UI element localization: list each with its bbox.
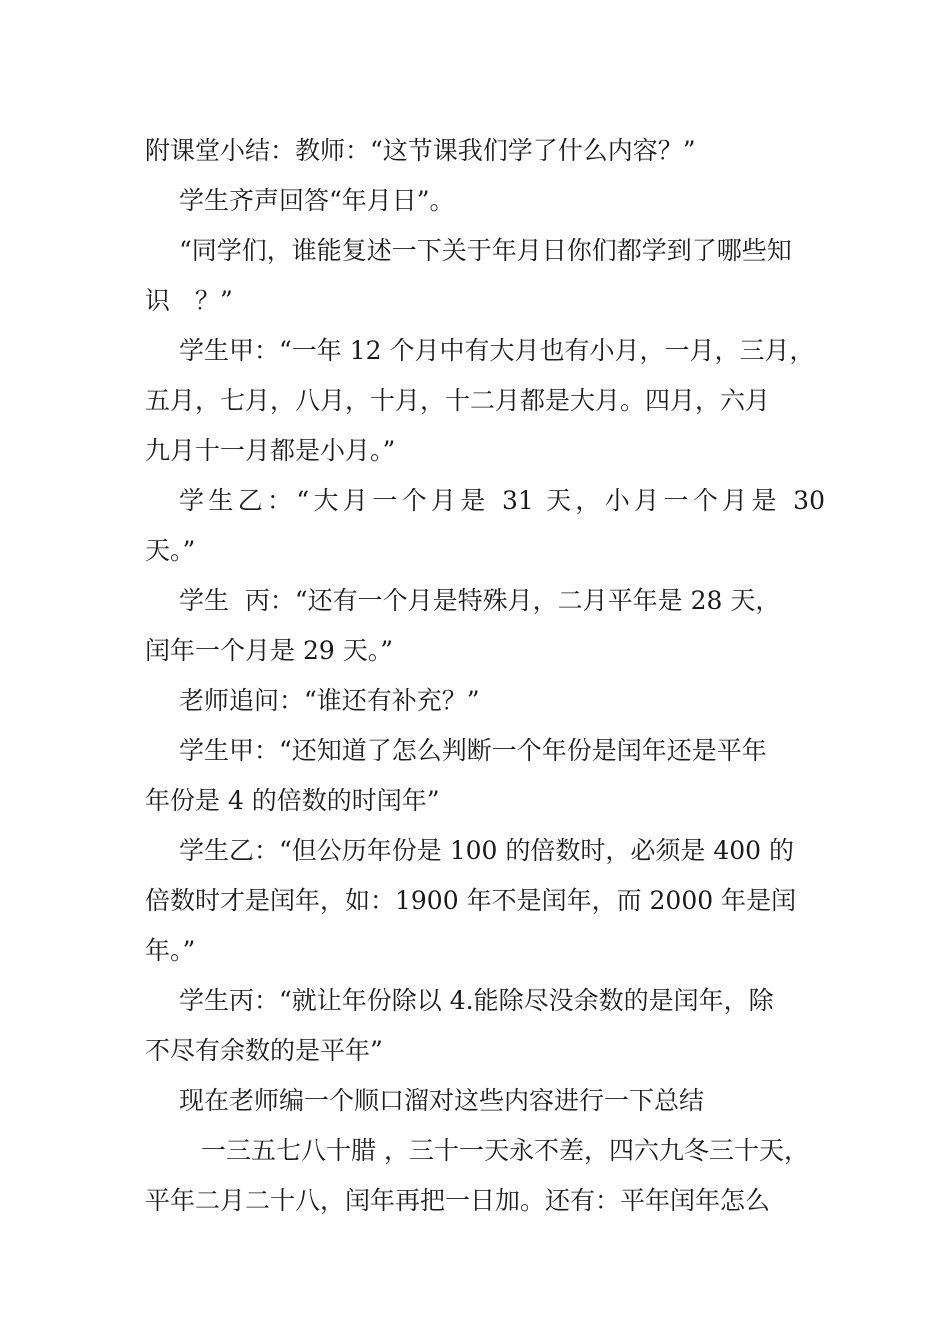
- paragraph-line: 现在老师编一个顺口溜对这些内容进行一下总结: [179, 1086, 705, 1115]
- paragraph-line: 学生乙：“但公历年份是 100 的倍数时，必须是 400 的: [179, 836, 795, 865]
- paragraph-line: 老师追问：“谁还有补充？”: [179, 686, 480, 715]
- paragraph-line: 平年二月二十八，闰年再把一日加。还有：平年闰年怎么: [145, 1186, 771, 1215]
- body-text: [145, 126, 825, 1226]
- paragraph-line: 倍数时才是闰年，如：1900 年不是闰年，而 2000 年是闰: [145, 886, 797, 915]
- paragraph-line: 九月十一月都是小月。”: [145, 436, 396, 465]
- paragraph-line: 识 ？”: [145, 286, 233, 315]
- paragraph-line: 一三五七八十腊 ，三十一天永不差，四六九冬三十天，: [201, 1136, 809, 1165]
- paragraph-line: “同学们，谁能复述一下关于年月日你们都学到了哪些知: [179, 236, 792, 265]
- paragraph-line: 学生甲：“还知道了怎么判断一个年份是闰年还是平年: [179, 736, 767, 765]
- paragraph-line: 年份是 4 的倍数的时闰年”: [145, 786, 440, 815]
- paragraph-line: 闰年一个月是 29 天。”: [145, 636, 393, 665]
- paragraph-line: 学生齐声回答“年月日”。: [179, 186, 455, 215]
- paragraph-line: 学生 丙：“还有一个月是特殊月，二月平年是 28 天，: [179, 586, 781, 615]
- paragraph-line: 不尽有余数的是平年”: [145, 1036, 383, 1065]
- paragraph-line: 学生甲：“一年 12 个月中有大月也有小月，一月，三月，: [179, 336, 815, 365]
- paragraph-line: 五月，七月，八月，十月，十二月都是大月。四月，六月: [145, 386, 771, 415]
- paragraph-line: 学生乙：“大月一个月是 31 天，小月一个月是 30: [179, 486, 825, 515]
- paragraph-line: 天。”: [145, 536, 196, 565]
- paragraph-line: 附课堂小结：教师：“这节课我们学了什么内容？”: [145, 136, 696, 165]
- paragraph-line: 学生丙：“就让年份除以 4.能除尽没余数的是闰年，除: [179, 986, 774, 1015]
- paragraph-line: 年。”: [145, 936, 196, 965]
